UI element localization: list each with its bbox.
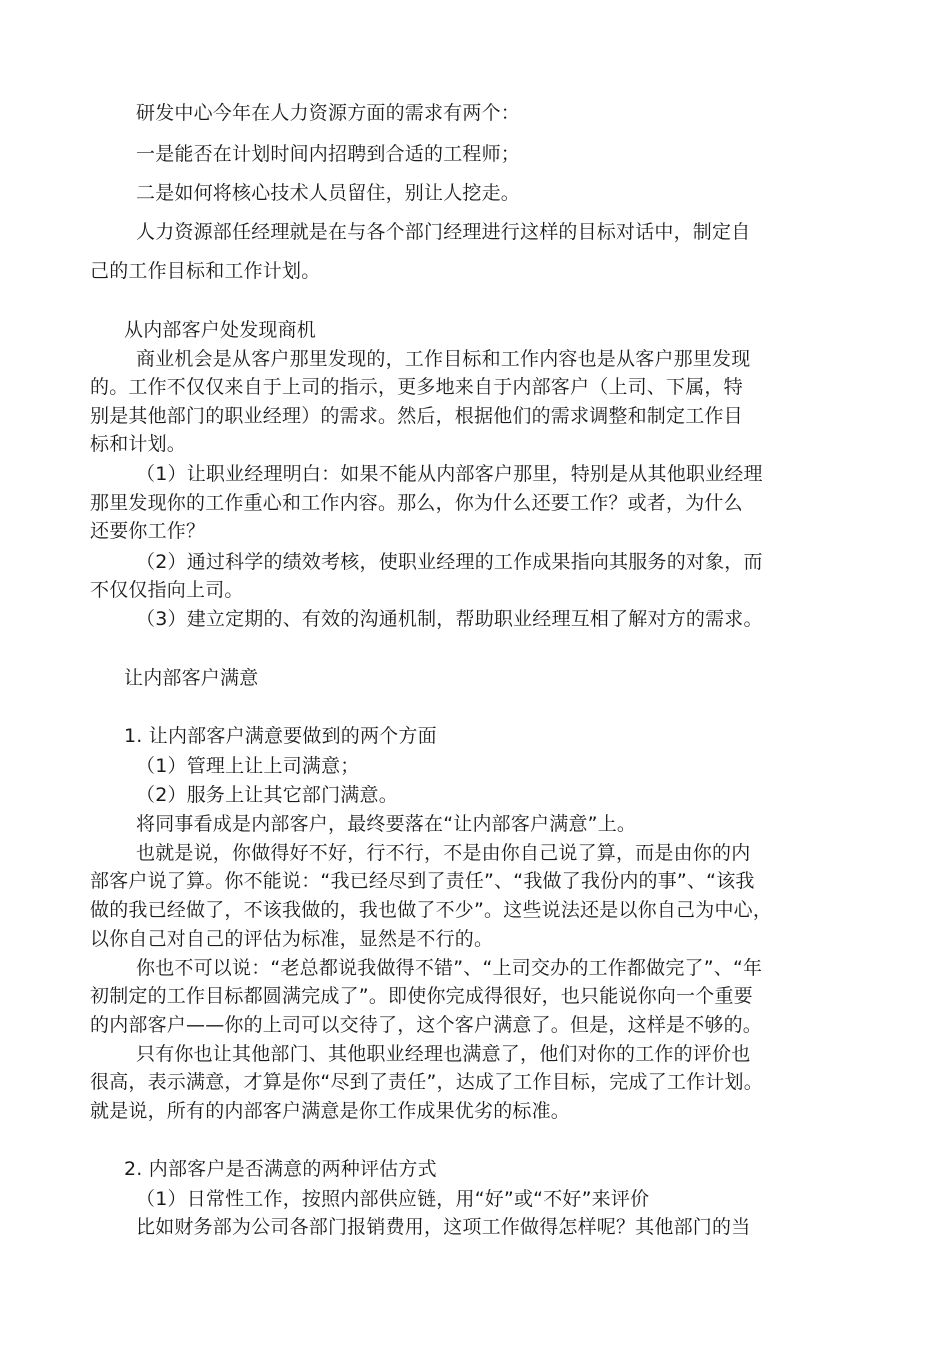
text-line: 你也不可以说：“老总都说我做得不错”、“上司交办的工作都做完了”、“年 [136,957,763,979]
text-line: 只有你也让其他部门、其他职业经理也满意了，他们对你的工作的评价也 [136,1043,751,1065]
section-heading: 让内部客户满意 [124,667,259,689]
text-line: 将同事看成是内部客户，最终要落在“让内部客户满意”上。 [136,813,637,835]
text-line: 二是如何将核心技术人员留住，别让人挖走。 [136,182,521,204]
text-line: 初制定的工作目标都圆满完成了”。即使你完成得很好，也只能说你向一个重要 [90,985,753,1007]
text-line: 别是其他部门的职业经理）的需求。然后，根据他们的需求调整和制定工作目 [90,405,743,427]
text-line: 的。工作不仅仅来自于上司的指示，更多地来自于内部客户（上司、下属，特 [90,376,743,398]
text-line: 不仅仅指向上司。 [90,579,244,601]
list-item: （1）让职业经理明白：如果不能从内部客户那里，特别是从其他职业经理 [136,463,763,485]
text-line: 部客户说了算。你不能说：“我已经尽到了责任”、“我做了我份内的事”、“该我 [90,870,755,892]
text-line: 一是能否在计划时间内招聘到合适的工程师； [136,143,521,165]
text-line: 人力资源部任经理就是在与各个部门经理进行这样的目标对话中，制定自 [136,221,751,243]
text-line: 研发中心今年在人力资源方面的需求有两个： [136,102,521,124]
list-item: （1）日常性工作，按照内部供应链，用“好”或“不好”来评价 [136,1188,650,1210]
text-line: 就是说，所有的内部客户满意是你工作成果优劣的标准。 [90,1100,571,1122]
list-item: （3）建立定期的、有效的沟通机制，帮助职业经理互相了解对方的需求。 [136,608,763,630]
text-line: 商业机会是从客户那里发现的，工作目标和工作内容也是从客户那里发现 [136,348,751,370]
text-line: 也就是说，你做得好不好，行不行，不是由你自己说了算，而是由你的内 [136,842,751,864]
list-item: （2）服务上让其它部门满意。 [136,784,398,806]
text-line: 以你自己对自己的评估为标准，显然是不行的。 [90,928,494,950]
subsection-heading: 2. 内部客户是否满意的两种评估方式 [124,1158,437,1180]
text-line: 的内部客户——你的上司可以交待了，这个客户满意了。但是，这样是不够的。 [90,1014,763,1036]
text-line: 标和计划。 [90,433,187,455]
subsection-heading: 1. 让内部客户满意要做到的两个方面 [124,725,437,747]
text-line: 己的工作目标和工作计划。 [90,260,321,282]
text-line: 那里发现你的工作重心和工作内容。那么，你为什么还要工作？或者，为什么 [90,492,743,514]
section-heading: 从内部客户处发现商机 [124,319,317,341]
text-line: 还要你工作？ [90,520,206,542]
text-line: 很高，表示满意，才算是你“尽到了责任”，达成了工作目标，完成了工作计划。 [90,1071,763,1093]
list-item: （2）通过科学的绩效考核，使职业经理的工作成果指向其服务的对象，而 [136,551,763,573]
text-line: 比如财务部为公司各部门报销费用，这项工作做得怎样呢？其他部门的当 [136,1216,751,1238]
text-line: 做的我已经做了，不该我做的，我也做了不少”。这些说法还是以你自己为中心， [90,899,773,921]
list-item: （1）管理上让上司满意； [136,755,360,777]
